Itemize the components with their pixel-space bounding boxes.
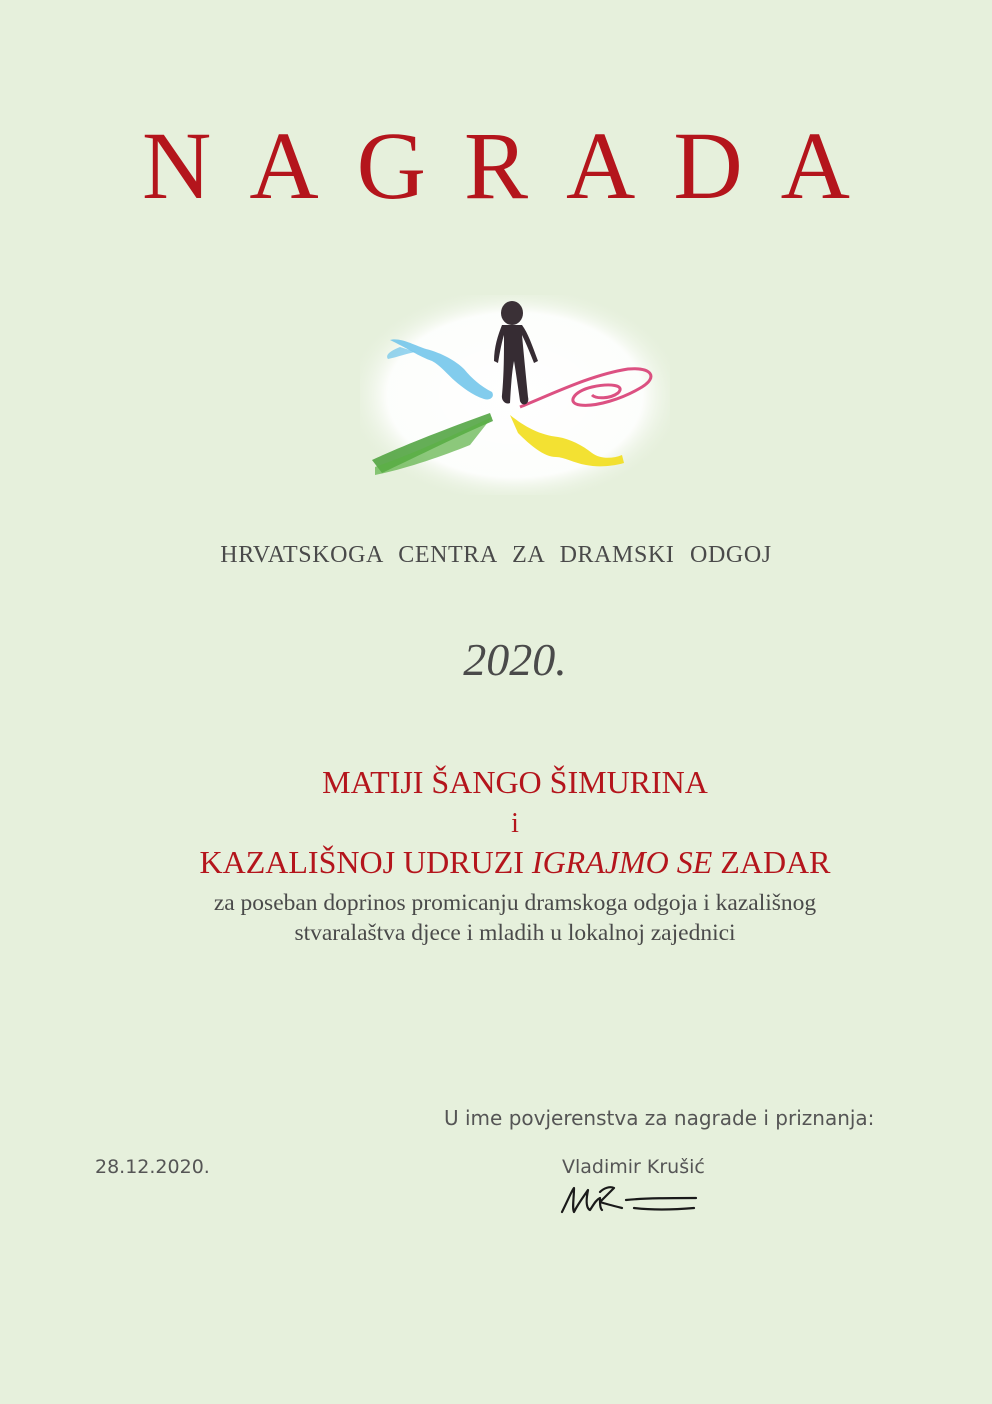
recipient-2 <box>0 846 992 878</box>
signature-icon <box>556 1178 706 1224</box>
committee-text: U ime povjerenstva za nagrade i priznanja: <box>444 1106 875 1130</box>
reason-line-1: za poseban doprinos promicanju dramskoga odgoja i kazališnog <box>213 890 817 916</box>
recipient-1: MATIJI ŠANGO ŠIMURINA <box>322 764 708 800</box>
recipient-2-name: IGRAJMO SE <box>531 844 713 880</box>
award-title: NAGRADA <box>142 112 888 219</box>
award-date: 28.12.2020. <box>95 1156 210 1178</box>
recipient-2-prefix: KAZALIŠNOJ UDRUZI <box>199 844 532 880</box>
reason-line-2: stvaralaštva djece i mladih u lokalnoj zajednici <box>294 920 736 946</box>
organization-name: HRVATSKOGA CENTRA ZA DRAMSKI ODGOJ <box>220 542 772 568</box>
recipient-conjunction: i <box>511 808 519 839</box>
award-year: 2020. <box>463 634 567 685</box>
drama-figure-logo-icon <box>360 295 670 495</box>
recipient-2-suffix: ZADAR <box>712 844 831 880</box>
signer-name: Vladimir Krušić <box>562 1156 705 1178</box>
award-reason <box>0 888 992 948</box>
